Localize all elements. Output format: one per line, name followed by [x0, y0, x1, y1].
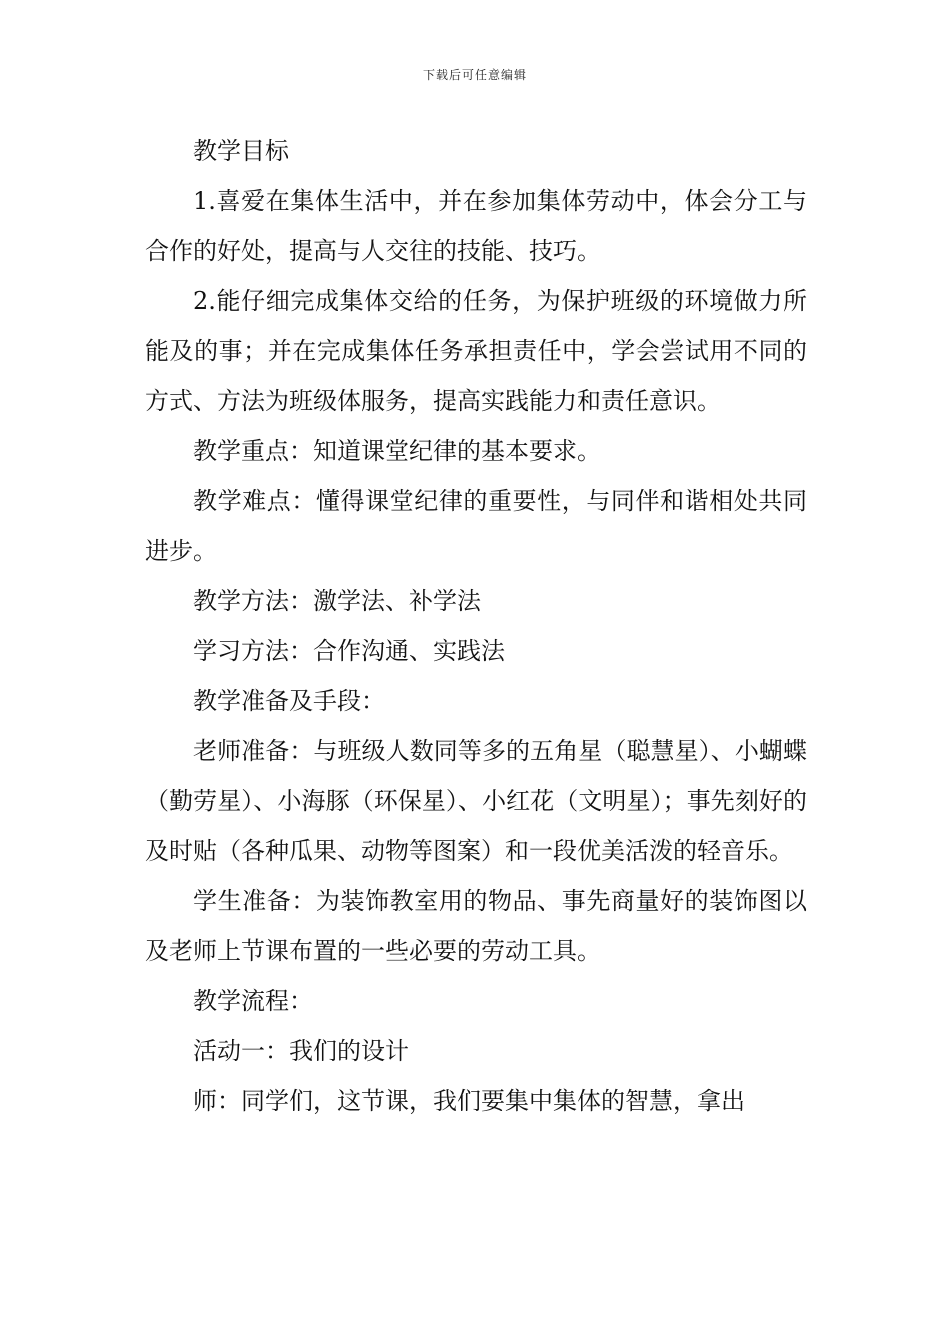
goal-item-2: 2.能仔细完成集体交给的任务，为保护班级的环境做力所能及的事；并在完成集体任务承担责任中，学会尝试用不同的方式、方法为班级体服务，提高实践能力和责任意识。: [145, 287, 807, 415]
goal-item-1: 1.喜爱在集体生活中，并在参加集体劳动中，体会分工与合作的好处，提高与人交往的技能、技巧。: [145, 187, 807, 265]
teaching-difficulty: 教学难点：懂得课堂纪律的重要性，与同伴和谐相处共同进步。: [145, 487, 807, 565]
document-body: [145, 126, 807, 1126]
teaching-method: 教学方法：激学法、补学法: [193, 587, 481, 615]
heading-teaching-goals: 教学目标: [193, 137, 289, 165]
teacher-preparation: 老师准备：与班级人数同等多的五角星（聪慧星）、小蝴蝶（勤劳星）、小海豚（环保星）、小红花（文明星）；事先刻好的及时贴（各种瓜果、动物等图案）和一段优美活泼的轻音乐。: [145, 737, 807, 865]
teaching-key-point: 教学重点：知道课堂纪律的基本要求。: [193, 437, 601, 465]
activity-one-title: 活动一：我们的设计: [193, 1037, 409, 1065]
student-preparation: 学生准备：为装饰教室用的物品、事先商量好的装饰图以及老师上节课布置的一些必要的劳动工具。: [145, 887, 807, 965]
learning-method: 学习方法：合作沟通、实践法: [193, 637, 505, 665]
teacher-speech: 师：同学们，这节课，我们要集中集体的智慧，拿出: [193, 1087, 745, 1115]
heading-teaching-process: 教学流程：: [193, 987, 313, 1015]
page-header-note: 下载后可任意编辑: [422, 68, 527, 82]
heading-preparation: 教学准备及手段：: [193, 687, 385, 715]
